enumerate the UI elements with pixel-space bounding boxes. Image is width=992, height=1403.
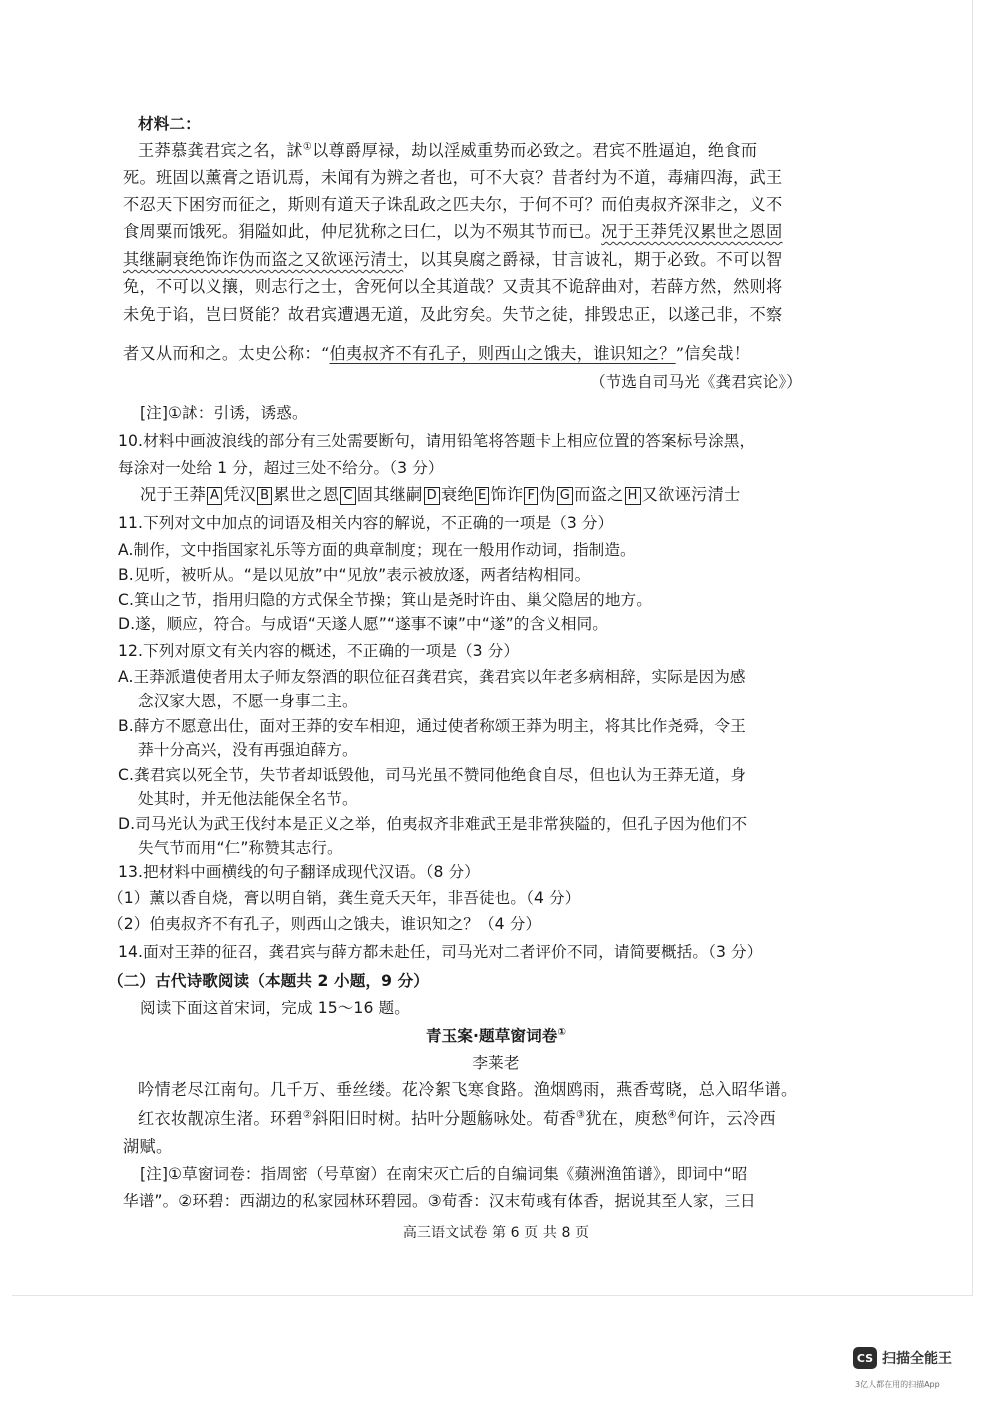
q12-option-c-1: C.龚君宾以死全节，失节者却诋毁他，司马光虽不赞同他绝食自尽，但也认为王莽无道，身 [118, 766, 747, 784]
section-heading: （二）古代诗歌阅读（本题共 2 小题，9 分） [108, 972, 429, 990]
passage-line-4 [123, 221, 783, 243]
q10-sentence [140, 484, 741, 506]
q10-option-f[interactable]: F [524, 487, 538, 505]
poem-text: 犹在，庾愁 [585, 1109, 668, 1128]
poem-title-text: 青玉案·题草窗词卷 [425, 1027, 558, 1045]
q10-segment: 饰诈 [490, 485, 524, 504]
poem-note-2: 华谱”。②环碧：西湖边的私家园林环碧园。③荀香：汉末荀彧有体香，据说其至人家，三日 [123, 1192, 756, 1210]
q12-option-b-1: B.薛方不愿意出仕，面对王莽的安车相迎，通过使者称颂王莽为明主，将其比作尧舜，令王 [118, 717, 746, 735]
q10-segment: 况于王莽 [140, 485, 206, 504]
q10-line-1: 10.材料中画波浪线的部分有三处需要断句，请用铅笔将答题卡上相应位置的答案标号涂黑， [118, 432, 756, 450]
q10-segment: 衰绝 [440, 485, 474, 504]
q11-option-b: B.见听，被听从。“是以见放”中“见放”表示被放逐，两者结构相同。 [118, 566, 591, 584]
passage-text: ”信矣哉！ [675, 344, 751, 363]
q12-option-a-1: A.王莽派遣使者用太子师友祭酒的职位征召龚君宾，龚君宾以年老多病相辞，实际是因为感 [118, 668, 746, 686]
poem-line-2 [138, 1108, 776, 1130]
q13-sentence-2: （2）伯夷叔齐不有孔子，则西山之饿夫，谁识知之？（4 分） [108, 915, 542, 933]
passage-line-5 [123, 249, 783, 271]
passage-text: 食周粟而饿死。狷隘如此，仲尼犹称之曰仁，以为不殒其节而已。 [123, 222, 602, 241]
passage-text: ，以其臭腐之爵禄，甘言诐礼，期于必致。不可以智 [403, 250, 783, 269]
poem-title [0, 1025, 992, 1047]
poem-note-1: [注]①草窗词卷：指周密（号草窗）在南宋灭亡后的自编词集《蘋洲渔笛谱》，即词中“昭 [140, 1165, 748, 1183]
solid-underlined-text: 伯夷叔齐不有孔子，则西山之饿夫，谁识知之？ [329, 344, 676, 363]
q12-stem: 12.下列对原文有关内容的概述，不正确的一项是（3 分） [118, 642, 520, 660]
poem-author: 李莱老 [472, 1054, 520, 1072]
passage-text: 以尊爵厚禄，劫以淫威重势而必致之。君宾不胜逼迫，绝食而 [312, 141, 758, 160]
passage-text: 王莽慕龚君宾之名，訹 [138, 141, 303, 160]
q10-segment: 伪 [539, 485, 556, 504]
poem-text: 何许，云冷西 [676, 1109, 776, 1128]
passage-line-2: 死。班固以薰膏之语讥焉，未闻有为辨之者也，可不大哀？昔者纣为不道，毒痡四海，武王 [123, 168, 783, 187]
q10-option-d[interactable]: D [424, 487, 440, 505]
scanner-logo-icon: CS [853, 1347, 877, 1369]
wavy-underlined-text: 其继嗣衰绝饰诈伪而盗之又欲诬污清士 [123, 250, 404, 269]
material-heading: 材料二： [138, 115, 201, 133]
scanner-name: 扫描全能王 [882, 1351, 952, 1367]
q14-stem: 14.面对王莽的征召，龚君宾与薛方都未赴任，司马光对二者评价不同，请简要概括。（3 分） [118, 943, 763, 961]
q10-option-c[interactable]: C [340, 487, 355, 505]
poem-text: 斜阳旧时树。拈叶分题觞咏处。荀香 [312, 1109, 576, 1128]
q12-option-a-2: 念汉家大恩，不愿一身事二主。 [138, 692, 358, 710]
poem-line-3: 湖赋。 [123, 1137, 173, 1156]
q10-option-a[interactable]: A [207, 487, 222, 505]
q13-sentence-1: （1）薰以香自烧，膏以明自销，龚生竟夭天年，非吾徒也。（4 分） [108, 889, 581, 907]
footnote-mark: ④ [667, 1109, 677, 1121]
passage-line-6: 免，不可以义攘，则志行之士，舍死何以全其道哉？又责其不诡辞曲对，若薛方然，然则将 [123, 277, 783, 296]
footnote-mark: ② [302, 1109, 313, 1121]
q10-segment: 凭汉 [223, 485, 257, 504]
footnote-mark: ① [557, 1026, 567, 1038]
passage-source: （节选自司马光《龚君宾论》） [590, 373, 802, 391]
q12-option-d-2: 失气节而用“仁”称赞其志行。 [138, 839, 343, 857]
q10-option-h[interactable]: H [625, 487, 641, 505]
q12-option-b-2: 莽十分高兴，没有再强迫薛方。 [138, 741, 358, 759]
passage-line-1 [138, 140, 757, 162]
footnote-mark: ③ [575, 1109, 586, 1121]
q13-stem: 13.把材料中画横线的句子翻译成现代汉语。（8 分） [118, 863, 480, 881]
passage-line-3: 不忍天下困穷而征之，斯则有道天子诛乱政之匹夫尔，于何不可？而伯夷叔齐深非之，义不 [123, 195, 783, 214]
scanner-tagline: 3亿人都在用的扫描App [855, 1380, 940, 1389]
q10-segment: 累世之恩 [273, 485, 340, 504]
q12-option-c-2: 处其时，并无他法能保全名节。 [138, 790, 358, 808]
q10-option-b[interactable]: B [257, 487, 272, 505]
q10-option-e[interactable]: E [475, 487, 490, 505]
q10-segment: 又欲诬污清士 [641, 485, 741, 504]
passage-line-7: 未免于谄，岂曰贤能？故君宾遭遇无道，及此穷矣。失节之徒，排毁忠正，以遂己非，不察 [123, 305, 783, 324]
poem-text: 红衣妆靓凉生渚。环碧 [138, 1109, 303, 1128]
scanner-watermark [853, 1347, 952, 1369]
section-intro: 阅读下面这首宋词，完成 15～16 题。 [140, 999, 410, 1017]
page-footer: 高三语文试卷 第 6 页 共 8 页 [402, 1225, 590, 1241]
wavy-underlined-text: 况于王莽凭汉累世之恩固 [601, 222, 783, 241]
q10-line-2: 每涂对一处给 1 分，超过三处不给分。（3 分） [118, 459, 444, 477]
q11-option-a: A.制作，文中指国家礼乐等方面的典章制度；现在一般用作动词，指制造。 [118, 541, 636, 559]
q10-segment: 固其继嗣 [356, 485, 423, 504]
q11-option-d: D.遂，顺应，符合。与成语“天遂人愿”“遂事不谏”中“遂”的含义相同。 [118, 615, 608, 633]
q11-stem: 11.下列对文中加点的词语及相关内容的解说，不正确的一项是（3 分） [118, 514, 614, 532]
q10-option-g[interactable]: G [557, 487, 573, 505]
q12-option-d-1: D.司马光认为武王伐纣本是正义之举，伯夷叔齐非难武王是非常狭隘的，但孔子因为他们不 [118, 815, 748, 833]
footnote-mark: ① [302, 141, 313, 153]
poem-line-1: 吟情老尽江南句。几千万、垂丝缕。花冷絮飞寒食路。渔烟鸥雨，燕香莺晓，总入昭华谱。 [138, 1080, 798, 1099]
passage-line-8 [123, 343, 750, 365]
passage-note: [注]①訹：引诱，诱惑。 [140, 404, 308, 422]
q10-segment: 而盗之 [574, 485, 624, 504]
passage-text: 者又从而和之。太史公称：“ [123, 344, 330, 363]
q11-option-c: C.箕山之节，指用归隐的方式保全节操；箕山是尧时许由、巢父隐居的地方。 [118, 591, 652, 609]
